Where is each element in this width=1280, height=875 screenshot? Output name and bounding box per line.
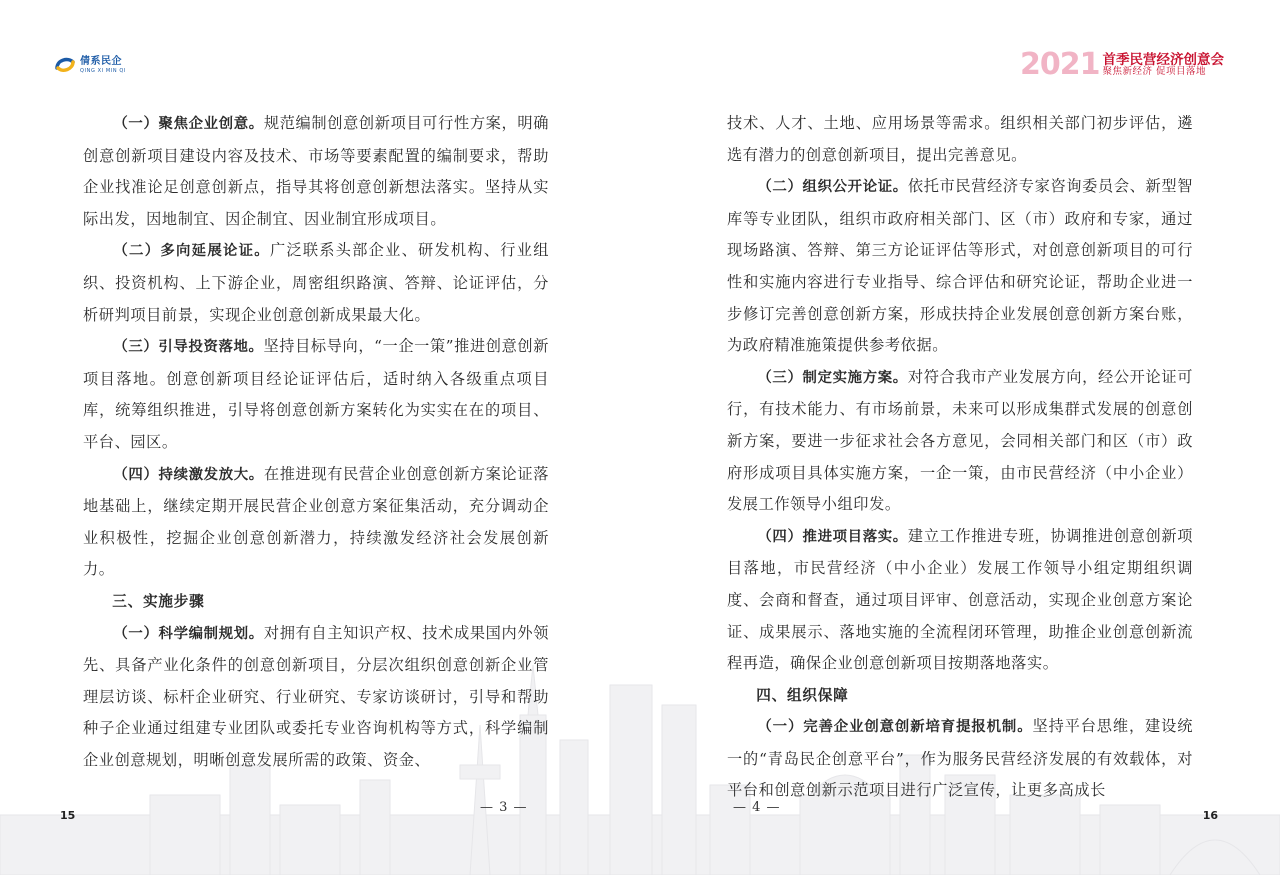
section-heading: 四、组织保障 [756, 686, 849, 704]
swirl-logo-icon [54, 54, 76, 76]
left-page-number: 15 [60, 809, 76, 822]
paragraph-text: 对符合我市产业发展方向，经公开论证可行，有技术能力、有市场前景，未来可以形成集群式发展的创意创新方案，要进一步征求社会各方意见，会同相关部门和区（市）政府形成项目具体实施方案，一企一策，由市民营经济（中小企业）发展工作领导小组印发。 [727, 367, 1193, 514]
paragraph [727, 171, 1193, 362]
section-heading: 三、实施步骤 [112, 592, 205, 610]
paragraph-text: 依托市民营经济专家咨询委员会、新型智库等专业团队，组织市政府相关部门、区（市）政府和专家，通过现场路演、答辩、第三方论证评估等形式，对创意创新项目的可行性和实施内容进行专业指导、综合评估和研究论证，帮助企业进一步修订完善创意创新方案，形成扶持企业发展创意创新方案台账，为政府精准施策提供参考依据。 [727, 177, 1193, 355]
paragraph-text: 广泛联系头部企业、研发机构、行业组织、投资机构、上下游企业，周密组织路演、答辩、论证评估，分析研判项目前景，实现企业创意创新成果最大化。 [83, 241, 549, 324]
right-page-number: 16 [1202, 809, 1218, 822]
paragraph-lead: （四）持续激发放大。 [113, 466, 264, 483]
paragraph-text: 坚持平台思维，建设统一的“青岛民企创意平台”，作为服务民营经济发展的有效载体，对平台和创意创新示范项目进行广泛宣传，让更多高成长 [727, 717, 1193, 800]
paragraph-lead: （一）科学编制规划。 [113, 625, 264, 642]
paragraph [727, 521, 1193, 680]
right-folio: — 4 — [733, 800, 781, 815]
paragraph-lead: （一）聚焦企业创意。 [113, 116, 264, 132]
left-folio: — 3 — [480, 800, 528, 815]
paragraph [83, 331, 549, 458]
paragraph-text: 坚持目标导向，“一企一策”推进创意创新项目落地。创意创新项目经论证评估后，适时纳入各级重点项目库，统筹组织推进，引导将创意创新方案转化为实实在在的项目、平台、园区。 [83, 337, 549, 451]
paragraph-text: 规范编制创意创新项目可行性方案，明确创意创新项目建设内容及技术、市场等要素配置的编制要求，帮助企业找准论足创意创新点，指导其将创意创新想法落实。坚持从实际出发，因地制宜、因企制宜、因业制宜形成项目。 [83, 114, 549, 228]
brand-logo-left [54, 54, 126, 76]
paragraph-lead: （二）多向延展论证。 [113, 243, 270, 260]
event-brand [1020, 47, 1224, 82]
paragraph-lead: （二）组织公开论证。 [757, 179, 908, 196]
event-title: 首季民营经济创意会 [1102, 51, 1224, 68]
paragraph-lead: （四）推进项目落实。 [757, 528, 908, 545]
paragraph-lead: （三）引导投资落地。 [113, 339, 264, 356]
paragraph-lead: （一）完善企业创意创新培育提报机制。 [757, 719, 1033, 736]
left-page-body [83, 108, 549, 776]
paragraph-text: 对拥有自主知识产权、技术成果国内外领先、具备产业化条件的创意创新项目，分层次组织创意创新企业管理层访谈、标杆企业研究、行业研究、专家访谈研讨，引导和帮助种子企业通过组建专业团队或委托专业咨询机构等方式，科学编制企业创意规划，明晰创意发展所需的政策、资金、 [83, 623, 549, 769]
paragraph-text: 在推进现有民营企业创意创新方案论证落地基础上，继续定期开展民营企业创意方案征集活动，充分调动企业积极性，挖掘企业创意创新潜力，持续激发经济社会发展创新力。 [83, 464, 549, 579]
paragraph [83, 459, 549, 586]
event-year: 2021 [1020, 47, 1100, 82]
continuation-paragraph: 技术、人才、土地、应用场景等需求。组织相关部门初步评估，遴选有潜力的创意创新项目，提出完善意见。 [727, 114, 1193, 164]
paragraph-lead: （三）制定实施方案。 [757, 369, 908, 386]
logo-subtitle: QING XI MIN QI [80, 67, 127, 74]
paragraph [83, 235, 549, 331]
logo-name: 倩系民企 [80, 55, 122, 67]
right-page-body [727, 108, 1193, 807]
paragraph [727, 362, 1193, 521]
paragraph [83, 618, 549, 777]
event-slogan: 聚焦新经济 促项目落地 [1102, 66, 1207, 78]
paragraph [83, 108, 549, 235]
paragraph-text: 建立工作推进专班，协调推进创意创新项目落地，市民营经济（中小企业）发展工作领导小组定期组织调度、会商和督查，通过项目评审、创意活动，实现企业创意方案论证、成果展示、落地实施的全流程闭环管理，助推企业创意创新流程再造，确保企业创意创新项目按期落地落实。 [727, 526, 1193, 673]
paragraph [727, 711, 1193, 807]
